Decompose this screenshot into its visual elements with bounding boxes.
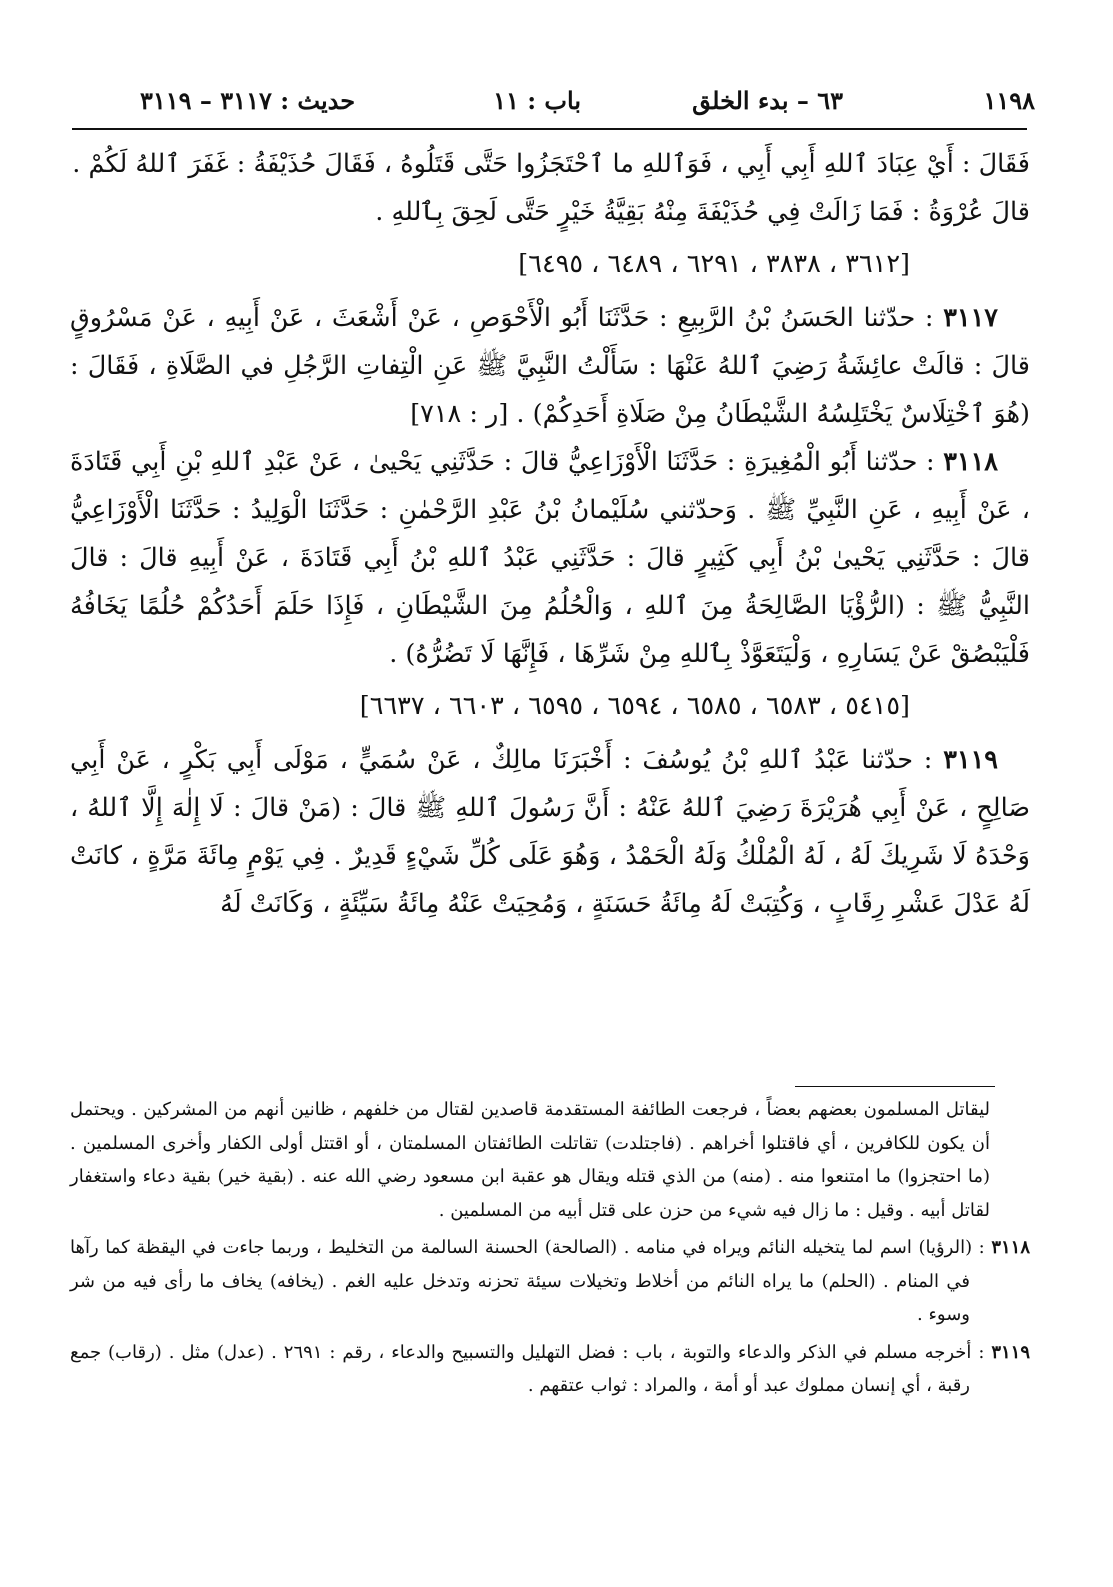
cross-references: [٥٤١٥ ، ٦٥٨٣ ، ٦٥٨٥ ، ٦٥٩٤ ، ٦٥٩٥ ، ٦٦٠٣ ، ٦٦٣٧] bbox=[359, 691, 910, 721]
footnote-3119 bbox=[70, 1336, 1030, 1403]
hadith-number: ٣١١٧ bbox=[943, 303, 998, 333]
header-divider bbox=[72, 128, 1027, 130]
cross-references: [٣٦١٢ ، ٣٨٣٨ ، ٦٢٩١ ، ٦٤٨٩ ، ٦٤٩٥] bbox=[518, 249, 910, 279]
hadith-3119 bbox=[70, 736, 1030, 928]
footnote-divider bbox=[795, 1086, 995, 1087]
footnote-number: ٣١١٨ bbox=[991, 1237, 1030, 1258]
footnote-number: ٣١١٩ bbox=[991, 1341, 1030, 1363]
hadith-number: ٣١١٩ bbox=[943, 745, 998, 775]
intro-line: فَقَالَ : أَيْ عِبَادَ ٱللهِ أَبِي أَبِي ، فَوَٱللهِ ما ٱحْتَجَزُوا حَتَّى قَتَلُوهُ ، فَقَالَ حُذَيْفَةُ : غَفَرَ ٱللهُ لَكُمْ . bbox=[72, 149, 1030, 179]
hadith-3118 bbox=[70, 438, 1030, 678]
chapter-label: باب : ١١ bbox=[493, 86, 581, 115]
hadith-text: : حدّثنا الحَسَنُ بْنُ الرَّبِيعِ : حَدَّثَنَا أَبُو الْأَحْوَصِ ، عَنْ أَشْعَثَ ، عَنْ أَبِيهِ ، عَنْ مَسْرُوقٍ قالَ : قالَتْ عائِشَةُ رَضِيَ ٱللهُ عَنْهَا : سَأَلْتُ النَّبِيَّ ﷺ عَنِ الْتِفاتِ الرَّجُلِ في الصَّلَاةِ ، فَقَالَ : (هُوَ ٱخْتِلَاسٌ يَخْتَلِسُهُ الشَّيْطَانُ مِنْ صَلَاةِ أَحَدِكُمْ) . [ر : ٧١٨] bbox=[70, 303, 1030, 429]
running-header bbox=[70, 80, 1043, 122]
footnote-text: : (الرؤيا) اسم لما يتخيله النائم ويراه في منامه . (الصالحة) الحسنة السالمة من التخليط ، وربما جاءت في اليقظة كما رآها في المنام . (الحلم) ما يراه النائم من أخلاط وتخيلات سيئة تحزنه وتدخل عليه الغم . (يخافه) يخاف ما رأى فيه من شر وسوء . bbox=[70, 1237, 985, 1325]
book-title: ٦٣ – بدء الخلق bbox=[692, 86, 843, 115]
hadith-range: حديث : ٣١١٧ – ٣١١٩ bbox=[140, 86, 356, 115]
footnotes bbox=[70, 1093, 1030, 1407]
hadith-text: : حدّثنا عَبْدُ ٱللهِ بْنُ يُوسُفَ : أَخْبَرَنَا مالِكٌ ، عَنْ سُمَيٍّ ، مَوْلَى أَبِي بَكْرٍ ، عَنْ أَبِي صَالِحٍ ، عَنْ أَبِي هُرَيْرَةَ رَضِيَ ٱللهُ عَنْهُ : أَنَّ رَسُولَ ٱللهِ ﷺ قالَ : (مَنْ قالَ : لَا إِلٰهَ إِلَّا ٱللهُ ، وَحْدَهُ لَا شَرِيكَ لَهُ ، لَهُ الْمُلْكُ وَلَهُ الْحَمْدُ ، وَهُوَ عَلَى كُلِّ شَيْءٍ قَدِيرٌ . فِي يَوْمٍ مِائَةَ مَرَّةٍ ، كانَتْ لَهُ عَدْلَ عَشْرِ رِقَابٍ ، وَكُتِبَتْ لَهُ مِائَةُ حَسَنَةٍ ، وَمُحِيَتْ عَنْهُ مِائَةُ سَيِّئَةٍ ، وَكَانَتْ لَهُ bbox=[70, 745, 1030, 919]
intro-line: قالَ عُرْوَةُ : فَمَا زَالَتْ فِي حُذَيْفَةَ مِنْهُ بَقِيَّةُ خَيْرٍ حَتَّى لَحِقَ بِٱللهِ . bbox=[375, 197, 1030, 227]
hadith-number: ٣١١٨ bbox=[943, 447, 998, 477]
hadith-3117 bbox=[70, 294, 1030, 438]
footnote-text: : أخرجه مسلم في الذكر والدعاء والتوبة ، باب : فضل التهليل والتسبيح والدعاء ، رقم : ٢٦٩١ . (عدل) مثل . (رقاب) جمع رقبة ، أي إنسان مملوك عبد أو أمة ، والمراد : ثواب عتقهم . bbox=[70, 1341, 985, 1396]
main-text bbox=[70, 140, 1030, 928]
footnote-3118 bbox=[70, 1231, 1030, 1332]
footnote-continued: ليقاتل المسلمون بعضهم بعضاً ، فرجعت الطائفة المستقدمة قاصدين لقتال من خلفهم ، ظانين أنهم من المشركين . ويحتمل أن يكون للكافرين ، أي فاقتلوا أخراهم . (فاجتلدت) تقاتلت الطائفتان المسلمتان ، أو اقتتل أولى الكفار وأخرى المسلمين . (ما احتجزوا) ما امتنعوا منه . (منه) من الذي قتله ويقال هو عقبة ابن مسعود رضي الله عنه . (بقية خير) بقية دعاء واستغفار لقاتل أبيه . وقيل : ما زال فيه شيء من حزن على قتل أبيه من المسلمين . bbox=[70, 1099, 990, 1221]
hadith-text: : حدّثنا أَبُو الْمُغِيرَةِ : حَدَّثَنَا الْأَوْزَاعِيُّ قالَ : حَدَّثَنِي يَحْيىٰ ، عَنْ عَبْدِ ٱللهِ بْنِ أَبِي قَتَادَةَ ، عَنْ أَبِيهِ ، عَنِ النَّبِيِّ ﷺ . وَحدّثني سُلَيْمانُ بْنُ عَبْدِ الرَّحْمٰنِ : حَدَّثَنَا الْوَلِيدُ : حَدَّثَنَا الْأَوْزَاعِيُّ قالَ : حَدَّثَنِي يَحْيىٰ بْنُ أَبِي كَثِيرٍ قالَ : حَدَّثَنِي عَبْدُ ٱللهِ بْنُ أَبِي قَتَادَةَ ، عَنْ أَبِيهِ قالَ : قالَ النَّبِيُّ ﷺ : (الرُّؤْيَا الصَّالِحَةُ مِنَ ٱللهِ ، وَالْحُلُمُ مِنَ الشَّيْطَانِ ، فَإِذَا حَلَمَ أَحَدُكُمْ حُلُمًا يَخَافُهُ فَلْيَبْصُقْ عَنْ يَسَارِهِ ، وَلْيَتَعَوَّذْ بِٱللهِ مِنْ شَرِّهَا ، فَإِنَّهَا لَا تَضُرُّهُ) . bbox=[70, 447, 1030, 669]
page-number: ١١٩٨ bbox=[983, 86, 1035, 115]
